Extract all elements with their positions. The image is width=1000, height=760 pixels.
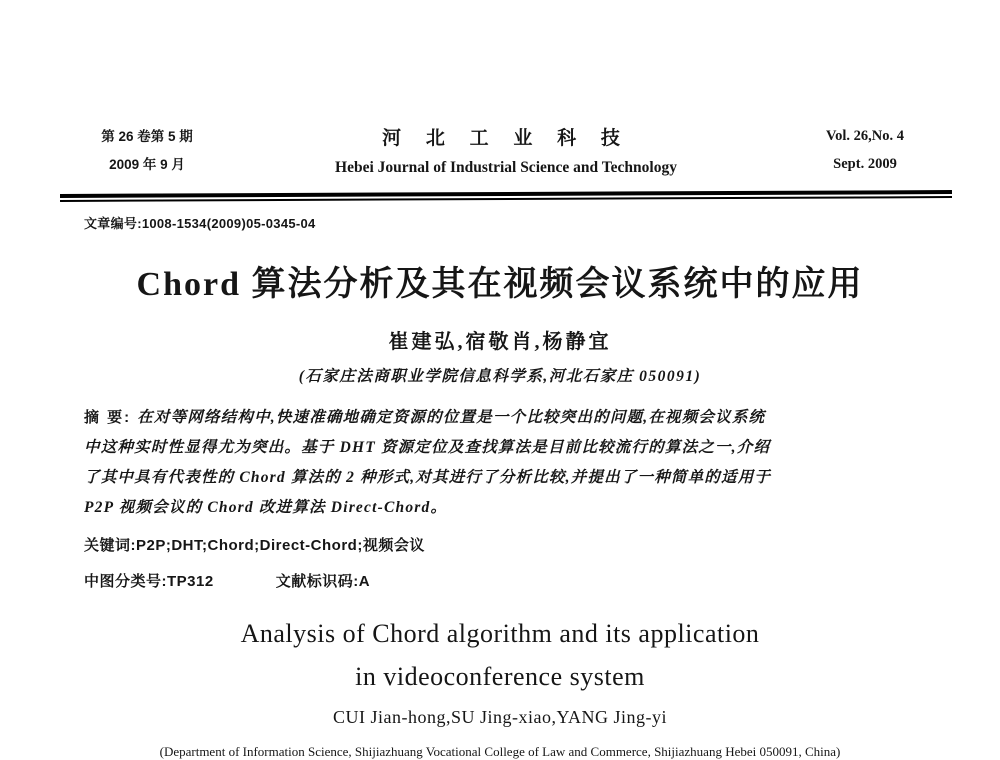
abstract-line: P2P 视频会议的 Chord 改进算法 Direct-Chord。 — [84, 499, 448, 516]
issue-date-en: Sept. 2009 — [833, 156, 897, 172]
keywords-line — [84, 534, 425, 555]
keywords-text: P2P;DHT;Chord;Direct-Chord;视频会议 — [136, 537, 425, 554]
issue-date-cn: 2009 年 9 月 — [109, 157, 185, 172]
article-title-en-line2: in videoconference system — [355, 662, 645, 691]
volume-en: Vol. 26,No. 4 — [825, 128, 904, 144]
doc-code-label: 文献标识码: — [275, 573, 359, 590]
abstract-line: 了其中具有代表性的 Chord 算法的 2 种形式,对其进行了分析比较,并提出了一种简单的适用于 — [84, 469, 772, 486]
abstract-label: 摘 要: — [84, 409, 132, 426]
affiliation-cn: (石家庄法商职业学院信息科学系,河北石家庄 050091) — [298, 368, 702, 385]
issue-number-cn: 第 26 卷第 5 期 — [101, 129, 193, 144]
article-title-cn: Chord 算法分析及其在视频会议系统中的应用 — [136, 266, 864, 303]
abstract-block — [84, 403, 918, 523]
clc-line — [84, 570, 370, 591]
journal-name-block — [232, 128, 780, 177]
authors-en: CUI Jian-hong,SU Jing-xiao,YANG Jing-yi — [333, 707, 667, 727]
article-number: 文章编号:1008-1534(2009)05-0345-04 — [84, 216, 316, 231]
journal-volume-block — [780, 128, 950, 173]
abstract-line: 中这种实时性显得尤为突出。基于 DHT 资源定位及查找算法是目前比较流行的算法之一,介绍 — [84, 439, 771, 456]
journal-name-en: Hebei Journal of Industrial Science and Technology — [335, 159, 677, 176]
article-title-en — [0, 612, 1000, 698]
clc-label: 中图分类号: — [84, 573, 167, 590]
journal-header — [62, 128, 950, 177]
abstract-line — [84, 403, 918, 433]
keywords-label: 关键词: — [84, 537, 136, 554]
affiliation-en: (Department of Information Science, Shijiazhuang Vocational College of Law and Commerce, Shijiazhuang Hebei 050091, China) — [159, 744, 841, 759]
abstract-text: 在对等网络结构中,快速准确地确定资源的位置是一个比较突出的问题,在视频会议系统 — [137, 409, 766, 426]
journal-name-cn: 河 北 工 业 科 技 — [382, 128, 630, 149]
article-title-en-line1: Analysis of Chord algorithm and its application — [240, 619, 760, 648]
header-divider-rule — [60, 190, 952, 202]
authors-cn: 崔建弘,宿敬肖,杨静宜 — [388, 331, 612, 353]
doc-code-value: A — [358, 573, 371, 590]
journal-issue-block — [62, 128, 232, 173]
clc-value: TP312 — [167, 573, 214, 590]
